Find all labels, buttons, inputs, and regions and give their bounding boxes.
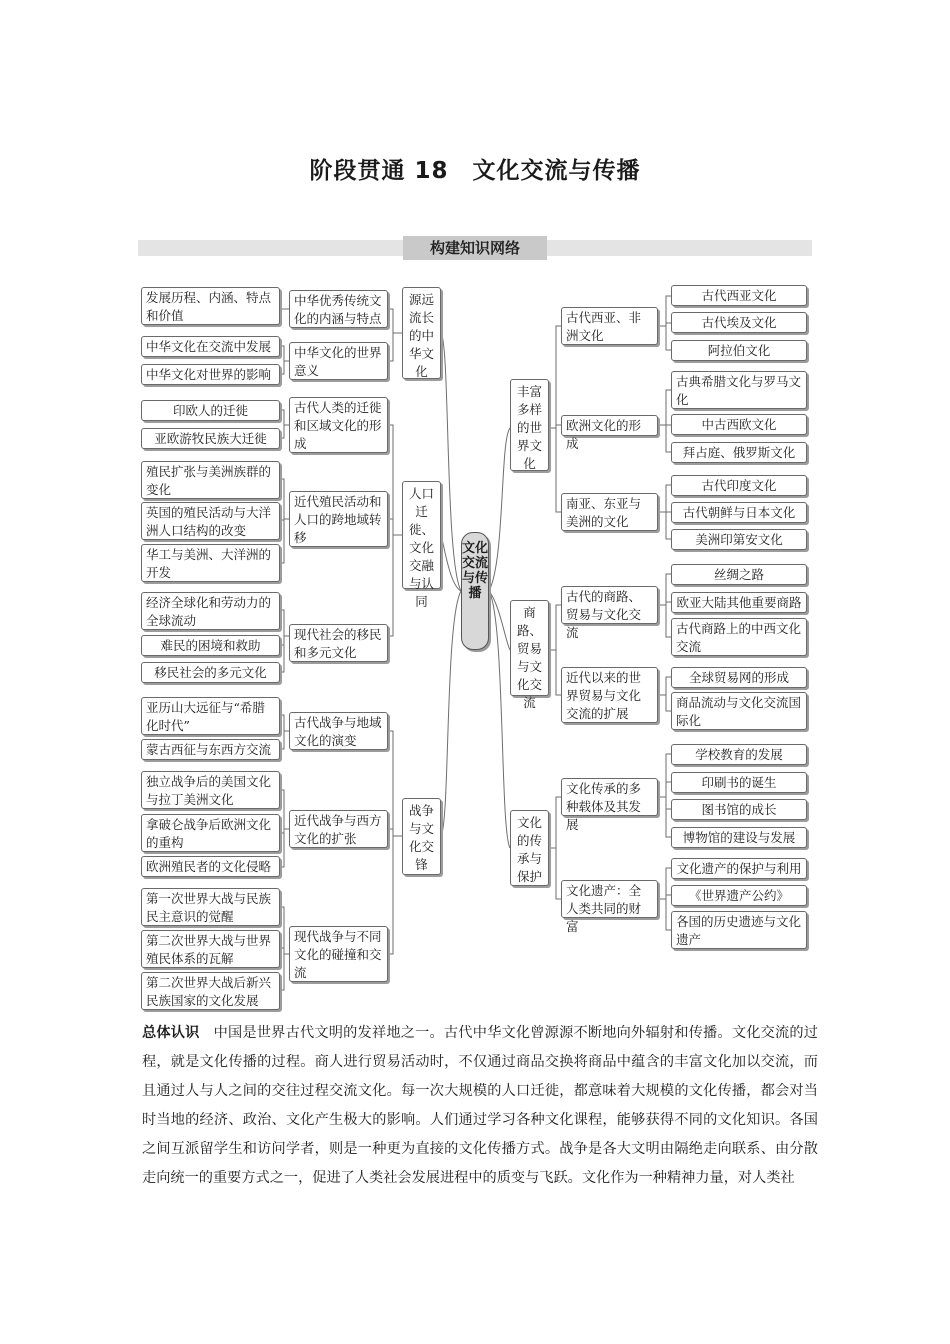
- leaf-india: 古代印度文化: [671, 475, 807, 496]
- l2-contemporary-war: 现代战争与不同文化的碰撞和交流: [289, 926, 388, 982]
- leaf-refugees: 难民的困境和救助: [141, 635, 280, 656]
- leaf-culture-influence: 中华文化对世界的影响: [141, 364, 280, 385]
- leaf-silk-road: 丝绸之路: [671, 564, 807, 585]
- leaf-libraries: 图书馆的成长: [671, 799, 807, 820]
- leaf-napoleon: 拿破仑战争后欧洲文化的重构: [141, 814, 280, 852]
- leaf-commodity-flow: 商品流动与文化交流国际化: [671, 692, 807, 730]
- leaf-culture-in-exchange: 中华文化在交流中发展: [141, 336, 280, 357]
- l2-world-significance: 中华文化的世界意义: [289, 342, 388, 380]
- r2-cultural-heritage: 文化遗产：全人类共同的财富: [561, 880, 658, 918]
- r1-heritage: 文化的传承与保护: [510, 810, 549, 886]
- leaf-korea-japan: 古代朝鲜与日本文化: [671, 502, 807, 523]
- l2-ancient-war: 古代战争与地域文化的演变: [289, 712, 388, 750]
- leaf-americas-ethnic: 殖民扩张与美洲族群的变化: [141, 461, 280, 499]
- leaf-museums: 博物馆的建设与发展: [671, 827, 807, 848]
- leaf-egypt: 古代埃及文化: [671, 312, 807, 333]
- leaf-labor-flow: 经济全球化和劳动力的全球流动: [141, 592, 280, 630]
- page-title: 阶段贯通 18 文化交流与传播: [309, 158, 641, 184]
- l2-colonial-migration: 近代殖民活动和人口的跨地域转移: [289, 491, 388, 547]
- leaf-sino-western: 古代商路上的中西文化交流: [671, 618, 807, 656]
- leaf-greek-roman: 古典希腊文化与罗马文化: [671, 371, 807, 409]
- leaf-colonial-aggression: 欧洲殖民者的文化侵略: [141, 856, 280, 877]
- leaf-indo-european: 印欧人的迁徙: [141, 400, 280, 421]
- leaf-mongol: 蒙古西征与东西方交流: [141, 739, 280, 760]
- r2-ancient-trade: 古代的商路、贸易与文化交流: [561, 586, 658, 624]
- summary-text: 中国是世界古代文明的发祥地之一。古代中华文化曾源源不断地向外辐射和传播。文化交流的过程，就是文化传播的过程。商人进行贸易活动时，不仅通过商品交换将商品中蕴含的丰富文化加以交流，而且通过人与人之间的交往过程交流文化。每一次大规模的人口迁徙，都意味着大规模的文化传播，都会对当时当地的经济、政治、文化产生极大的影响。人们通过学习各种文化课程，能够获得不同的文化知识。各国之间互派留学生和访问学者，则是一种更为直接的文化传播方式。战争是各大文明由隔绝走向联系、由分散走向统一的重要方式之一，促进了人类社会发展进程中的质变与飞跃。文化作为一种精神力量，对人类社: [142, 1025, 818, 1186]
- l1-chinese-culture: 源远流长的中华文化: [402, 287, 441, 379]
- leaf-postwar-nations: 第二次世界大战后新兴民族国家的文化发展: [141, 972, 280, 1010]
- leaf-byzantine-russia: 拜占庭、俄罗斯文化: [671, 442, 807, 463]
- leaf-historic-sites: 各国的历史遗迹与文化遗产: [671, 911, 807, 949]
- root-node: 文化交流与传播: [461, 532, 489, 650]
- leaf-ww2: 第二次世界大战与世界殖民体系的瓦解: [141, 930, 280, 968]
- leaf-chinese-labor: 华工与美洲、大洋洲的开发: [141, 544, 280, 582]
- l2-modern-migration: 现代社会的移民和多元文化: [289, 624, 388, 662]
- l2-modern-era-war: 近代战争与西方文化的扩张: [289, 810, 388, 848]
- leaf-native-american: 美洲印第安文化: [671, 529, 807, 550]
- leaf-eurasian-routes: 欧亚大陆其他重要商路: [671, 592, 807, 613]
- leaf-heritage-convention: 《世界遗产公约》: [671, 885, 807, 906]
- leaf-school-education: 学校教育的发展: [671, 744, 807, 765]
- leaf-west-asia: 古代西亚文化: [671, 285, 807, 306]
- leaf-ww1: 第一次世界大战与民族民主意识的觉醒: [141, 888, 280, 926]
- l2-traditional-culture: 中华优秀传统文化的内涵与特点: [289, 290, 388, 328]
- leaf-alexander: 亚历山大远征与“希腊化时代”: [141, 697, 280, 735]
- banner-label: 构建知识网络: [403, 236, 547, 260]
- leaf-medieval-west-europe: 中古西欧文化: [671, 414, 807, 435]
- l1-migration-integration: 人口迁徙、文化交融与认同: [402, 481, 441, 589]
- r1-world-culture: 丰富多样的世界文化: [510, 379, 549, 471]
- leaf-arab: 阿拉伯文化: [671, 340, 807, 361]
- leaf-global-trade: 全球贸易网的形成: [671, 667, 807, 688]
- leaf-development-history: 发展历程、内涵、特点和价值: [141, 287, 280, 325]
- r2-west-asia-africa: 古代西亚、非洲文化: [561, 307, 658, 345]
- leaf-printed-books: 印刷书的诞生: [671, 772, 807, 793]
- r2-modern-trade: 近代以来的世界贸易与文化交流的扩展: [561, 667, 658, 723]
- summary-paragraph: [142, 1019, 818, 1193]
- r2-culture-carriers: 文化传承的多种载体及其发展: [561, 778, 658, 816]
- l2-ancient-migration: 古代人类的迁徙和区域文化的形成: [289, 397, 388, 453]
- leaf-heritage-protection: 文化遗产的保护与利用: [671, 858, 807, 879]
- leaf-multiculture: 移民社会的多元文化: [141, 662, 280, 683]
- r2-european-culture: 欧洲文化的形成: [561, 415, 658, 436]
- leaf-oceania-population: 英国的殖民活动与大洋洲人口结构的改变: [141, 502, 280, 540]
- l1-war-culture: 战争与文化交锋: [402, 798, 441, 875]
- r1-trade-routes: 商路、贸易与文化交流: [510, 600, 549, 696]
- summary-label: 总体认识: [142, 1025, 200, 1041]
- leaf-nomad-migration: 亚欧游牧民族大迁徙: [141, 428, 280, 449]
- leaf-american-latin: 独立战争后的美国文化与拉丁美洲文化: [141, 771, 280, 809]
- r2-asia-america: 南亚、东亚与美洲的文化: [561, 493, 658, 531]
